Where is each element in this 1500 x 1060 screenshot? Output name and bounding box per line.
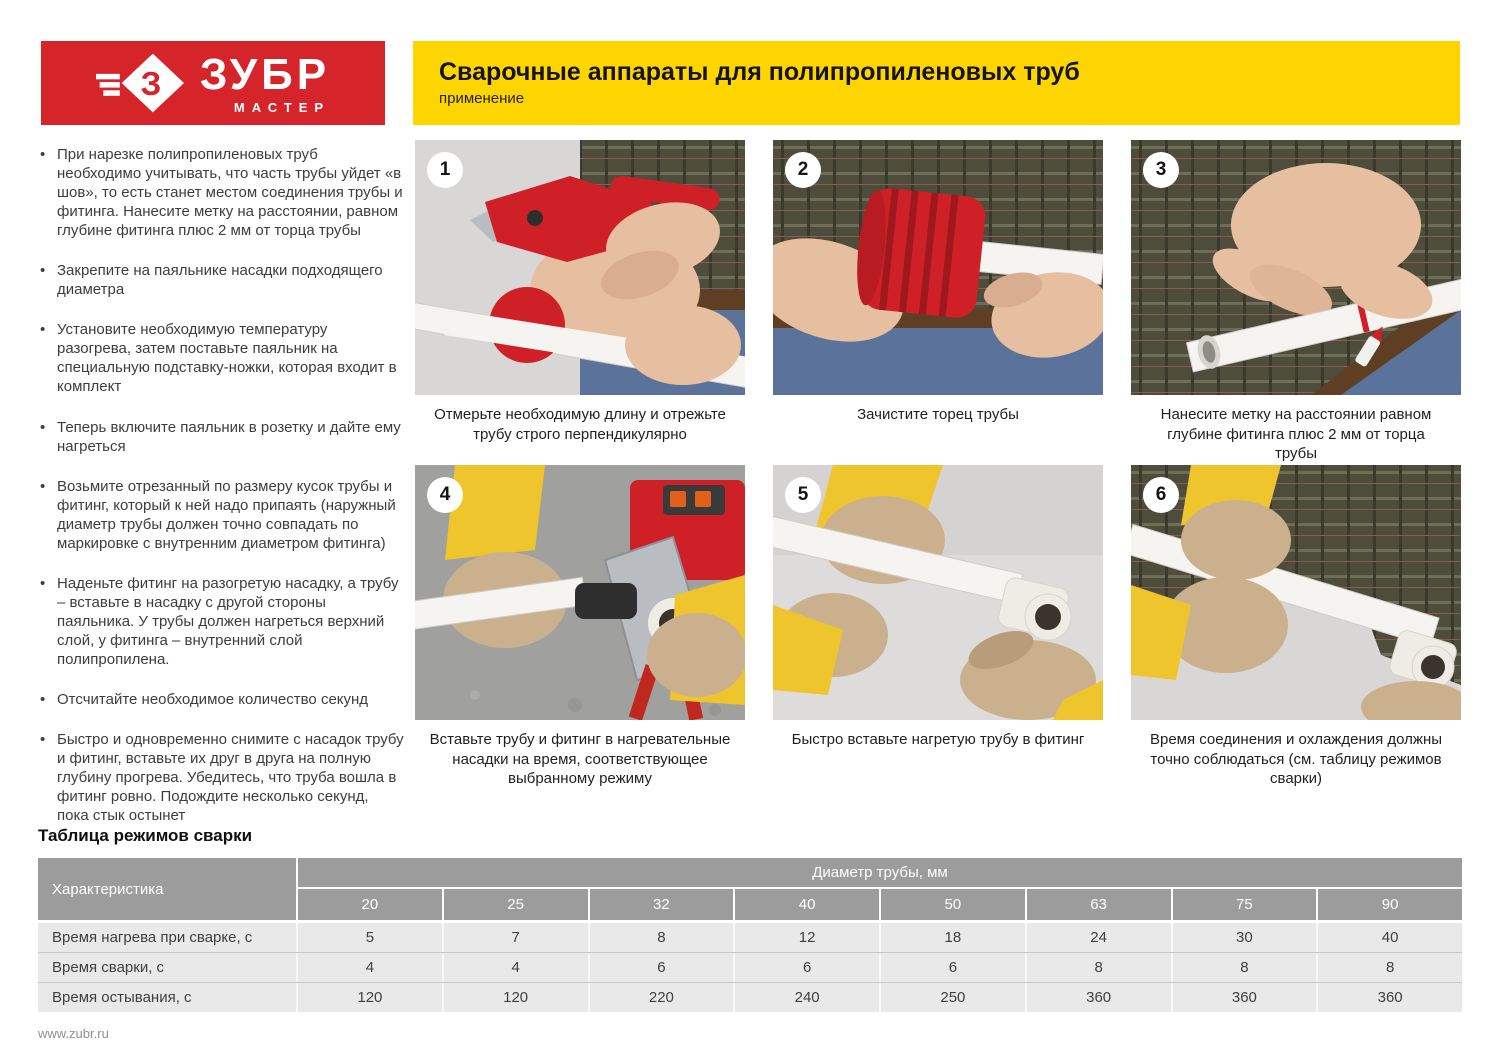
- zubr-bison-icon: [96, 53, 184, 113]
- column-header: 50: [879, 889, 1025, 920]
- column-group-header: Диаметр трубы, мм: [298, 858, 1462, 889]
- step-caption: Время соединения и охлаждения должны точно соблюдаться (см. таблицу режимов сварки): [1149, 731, 1443, 787]
- intro-instructions: [38, 145, 404, 846]
- table-cell: 8: [1171, 953, 1317, 982]
- table-cell: 5: [296, 923, 442, 952]
- step-caption: Вставьте трубу и фитинг в нагревательные насадки на время, соответствующее выбранному режиму: [429, 731, 731, 787]
- list-item: • При нарезке полипропиленовых труб необходимо учитывать, что часть трубы уйдет «в шов», то есть станет местом соединения трубы и фитинга. Нанесите метку на расстоянии, равном глубине фитинга плюс 2 мм от торца трубы: [38, 145, 404, 240]
- step-photo-3: [1131, 140, 1461, 395]
- table-cell: 8: [1316, 953, 1462, 982]
- row-label: Время нагрева при сварке, с: [52, 929, 253, 946]
- welding-modes-section: [38, 826, 1462, 1012]
- list-item: • Закрепите на паяльнике насадки подходящего диаметра: [38, 261, 404, 299]
- step-photo-1: [415, 140, 745, 395]
- step-number-badge: 6: [1143, 477, 1179, 513]
- step-card-2: [773, 140, 1103, 465]
- table-cell: 360: [1316, 983, 1462, 1012]
- table-cell: 18: [879, 923, 1025, 952]
- step-photo-6: [1131, 465, 1461, 720]
- step-number-badge: 4: [427, 477, 463, 513]
- table-cell: 7: [442, 923, 588, 952]
- column-header-characteristic: Характеристика: [52, 880, 164, 898]
- deburring-tool-illustration: [773, 140, 1103, 395]
- table-cell: 120: [442, 983, 588, 1012]
- step-photo-5: [773, 465, 1103, 720]
- step-number-badge: 1: [427, 152, 463, 188]
- list-item: • Быстро и одновременно снимите с насадок трубу и фитинг, вставьте их друг в друга на полную глубину прогрева. Убедитесь, что труба вошла в фитинг ровно. Подождите несколько секунд, пока стык остынет: [38, 730, 404, 825]
- brand-logo: [41, 41, 385, 125]
- bullet-list: [38, 145, 404, 825]
- table-cell: 4: [442, 953, 588, 982]
- table-row: [38, 982, 1462, 1012]
- step-number-badge: 3: [1143, 152, 1179, 188]
- table-cell: 40: [1316, 923, 1462, 952]
- column-header: 40: [733, 889, 879, 920]
- table-cell: 4: [296, 953, 442, 982]
- pipe-cutter-illustration: [415, 140, 745, 395]
- step-photo-4: [415, 465, 745, 720]
- table-row: [38, 952, 1462, 982]
- title-band: [413, 41, 1460, 125]
- table-title: Таблица режимов сварки: [38, 826, 253, 845]
- table-cell: 250: [879, 983, 1025, 1012]
- table-cell: 8: [588, 923, 734, 952]
- page-title: Сварочные аппараты для полипропиленовых труб: [439, 57, 1080, 86]
- table-header: [38, 858, 1462, 920]
- column-header: 75: [1171, 889, 1317, 920]
- table-row: [38, 923, 1462, 952]
- step-caption: Отмерьте необходимую длину и отрежьте трубу строго перпендикулярно: [434, 406, 726, 443]
- step-card-4: [415, 465, 745, 826]
- table-cell: 6: [733, 953, 879, 982]
- table-cell: 30: [1171, 923, 1317, 952]
- table-cell: 220: [588, 983, 734, 1012]
- step-number-badge: 2: [785, 152, 821, 188]
- row-label: Время сварки, с: [52, 959, 165, 976]
- insert-pipe-illustration: [773, 465, 1103, 720]
- step-photo-2: [773, 140, 1103, 395]
- joint-cooling-illustration: [1131, 465, 1461, 720]
- diameter-header-group: [296, 858, 1462, 920]
- column-header: 63: [1025, 889, 1171, 920]
- list-item: • Возьмите отрезанный по размеру кусок трубы и фитинг, который к ней надо припаять (наружный диаметр трубы должен точно совпадать по маркировке с внутренним диаметром фитинга): [38, 477, 404, 553]
- diameter-values-row: [298, 889, 1462, 920]
- column-header: 90: [1316, 889, 1462, 920]
- column-header: 32: [588, 889, 734, 920]
- column-header: 25: [442, 889, 588, 920]
- row-label: Время остывания, с: [52, 989, 192, 1006]
- welding-machine-illustration: [415, 465, 745, 720]
- brand-name: ЗУБР: [199, 49, 331, 99]
- table-cell: 240: [733, 983, 879, 1012]
- website-url: www.zubr.ru: [38, 1026, 109, 1041]
- table-cell: 6: [588, 953, 734, 982]
- list-item: • Отсчитайте необходимое количество секунд: [38, 690, 404, 709]
- step-caption: Зачистите торец трубы: [857, 406, 1019, 423]
- list-item: • Теперь включите паяльник в розетку и дайте ему нагреться: [38, 418, 404, 456]
- steps-grid: [415, 140, 1461, 826]
- svg-text:З: З: [140, 64, 162, 102]
- marking-pipe-illustration: [1131, 140, 1461, 395]
- list-item: • Установите необходимую температуру разогрева, затем поставьте паяльник на специальную подставку-ножки, которая входит в комплект: [38, 320, 404, 396]
- table-cell: 24: [1025, 923, 1171, 952]
- brand-logo-text: [199, 49, 331, 115]
- table-cell: 6: [879, 953, 1025, 982]
- step-card-1: [415, 140, 745, 465]
- step-card-5: [773, 465, 1103, 826]
- table-cell: 120: [296, 983, 442, 1012]
- step-caption: Нанесите метку на расстоянии равном глубине фитинга плюс 2 мм от торца трубы: [1160, 406, 1432, 462]
- table-cell: 12: [733, 923, 879, 952]
- page-subtitle: применение: [439, 90, 525, 108]
- list-item: • Наденьте фитинг на разогретую насадку, а трубу – вставьте в насадку с другой стороны паяльника. У трубы должен нагреться верхний слой, у фитинга – внутренний слой полипропилена.: [38, 574, 404, 669]
- table-cell: 360: [1025, 983, 1171, 1012]
- step-card-3: [1131, 140, 1461, 465]
- step-number-badge: 5: [785, 477, 821, 513]
- column-header: 20: [361, 896, 379, 913]
- table-cell: 8: [1025, 953, 1171, 982]
- step-card-6: [1131, 465, 1461, 826]
- step-caption: Быстро вставьте нагретую трубу в фитинг: [791, 731, 1085, 748]
- brand-line: МАСТЕР: [233, 99, 331, 115]
- table-cell: 360: [1171, 983, 1317, 1012]
